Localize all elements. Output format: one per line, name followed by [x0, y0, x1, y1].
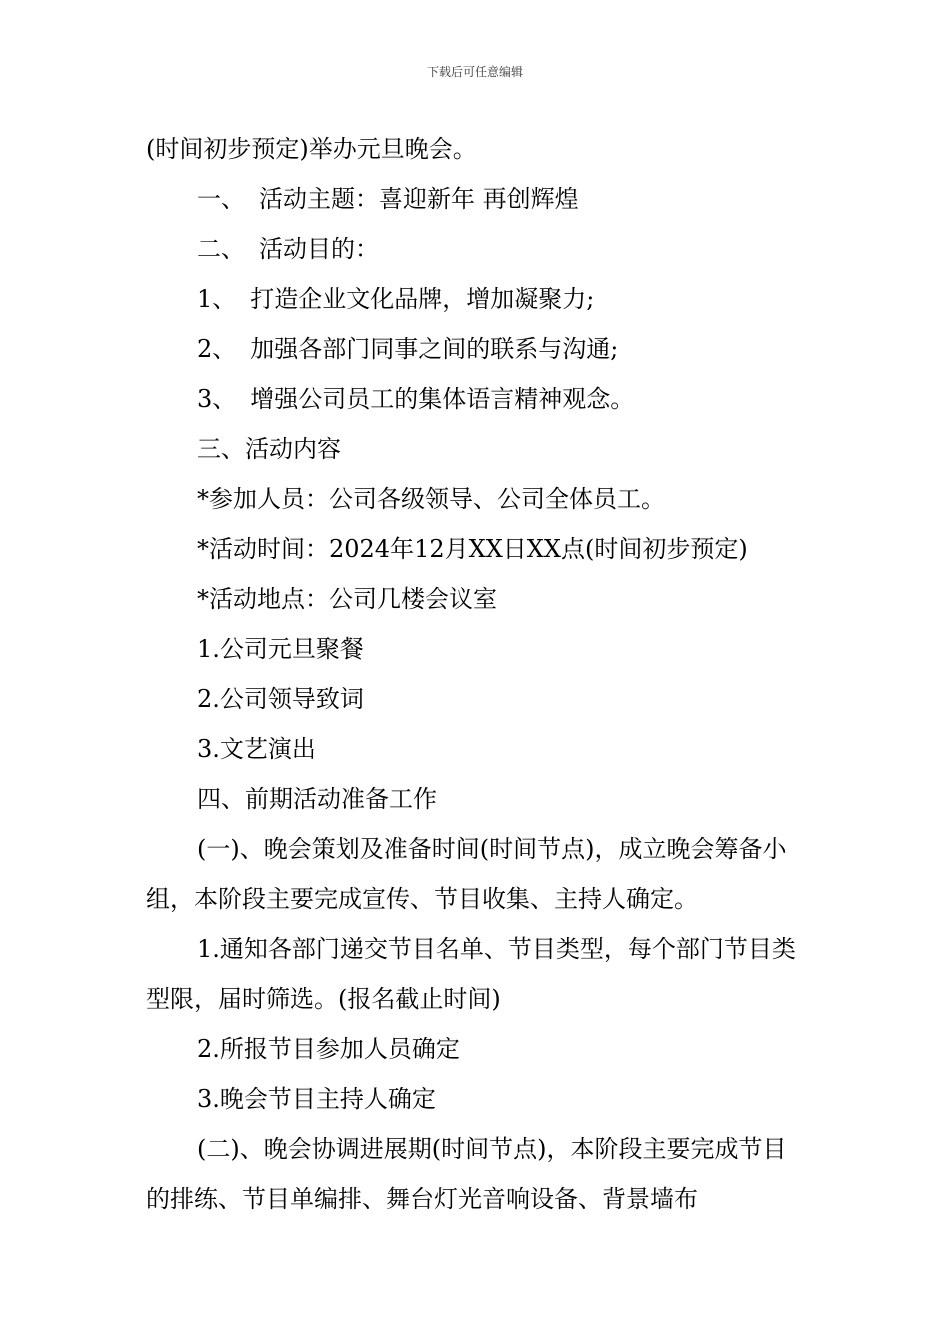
content-item-2: 2.公司领导致词 [197, 685, 364, 713]
goal-number-3: 3、 [197, 385, 237, 413]
stage-1-item-3: 3.晚会节目主持人确定 [197, 1085, 436, 1113]
goal-number-2: 2、 [197, 335, 237, 363]
purpose-line [146, 224, 806, 274]
prep-heading: 四、前期活动准备工作 [197, 785, 437, 813]
document-body [146, 124, 806, 1224]
place-line: *活动地点：公司几楼会议室 [197, 585, 497, 613]
content-item-3: 3.文艺演出 [197, 735, 316, 763]
goal-item-2 [146, 324, 806, 374]
content-heading: 三、活动内容 [197, 435, 341, 463]
content-item-1: 1.公司元旦聚餐 [197, 635, 364, 663]
stage-2-paragraph: (二)、晚会协调进展期(时间节点)，本阶段主要完成节目的排练、节目单编排、舞台灯光音响设备、背景墙布 [146, 1135, 787, 1213]
participants-line: *参加人员：公司各级领导、公司全体员工。 [197, 485, 665, 513]
intro-paragraph: (时间初步预定)举办元旦晚会。 [146, 135, 477, 163]
goal-item-1 [146, 274, 806, 324]
purpose-number: 二、 [197, 235, 245, 263]
page-header: 下载后可任意编辑 [426, 65, 523, 79]
theme-line [146, 174, 806, 224]
goal-number-1: 1、 [197, 285, 237, 313]
stage-1-item-2: 2.所报节目参加人员确定 [197, 1035, 460, 1063]
theme-number: 一、 [197, 185, 245, 213]
goal-text-2: 加强各部门同事之间的联系与沟通; [250, 335, 619, 363]
time-line: *活动时间：2024年12月XX日XX点(时间初步预定) [197, 535, 748, 563]
stage-1-paragraph: (一)、晚会策划及准备时间(时间节点)，成立晚会筹备小组，本阶段主要完成宣传、节目收集、主持人确定。 [146, 835, 787, 913]
goal-text-3: 增强公司员工的集体语言精神观念。 [250, 385, 635, 413]
theme-text: 活动主题：喜迎新年 再创辉煌 [259, 185, 579, 213]
purpose-text: 活动目的： [259, 235, 379, 263]
goal-text-1: 打造企业文化品牌，增加凝聚力; [250, 285, 595, 313]
goal-item-3 [146, 374, 806, 424]
stage-1-item-1: 1.通知各部门递交节目名单、节目类型，每个部门节目类型限，届时筛选。(报名截止时间) [146, 935, 796, 1013]
